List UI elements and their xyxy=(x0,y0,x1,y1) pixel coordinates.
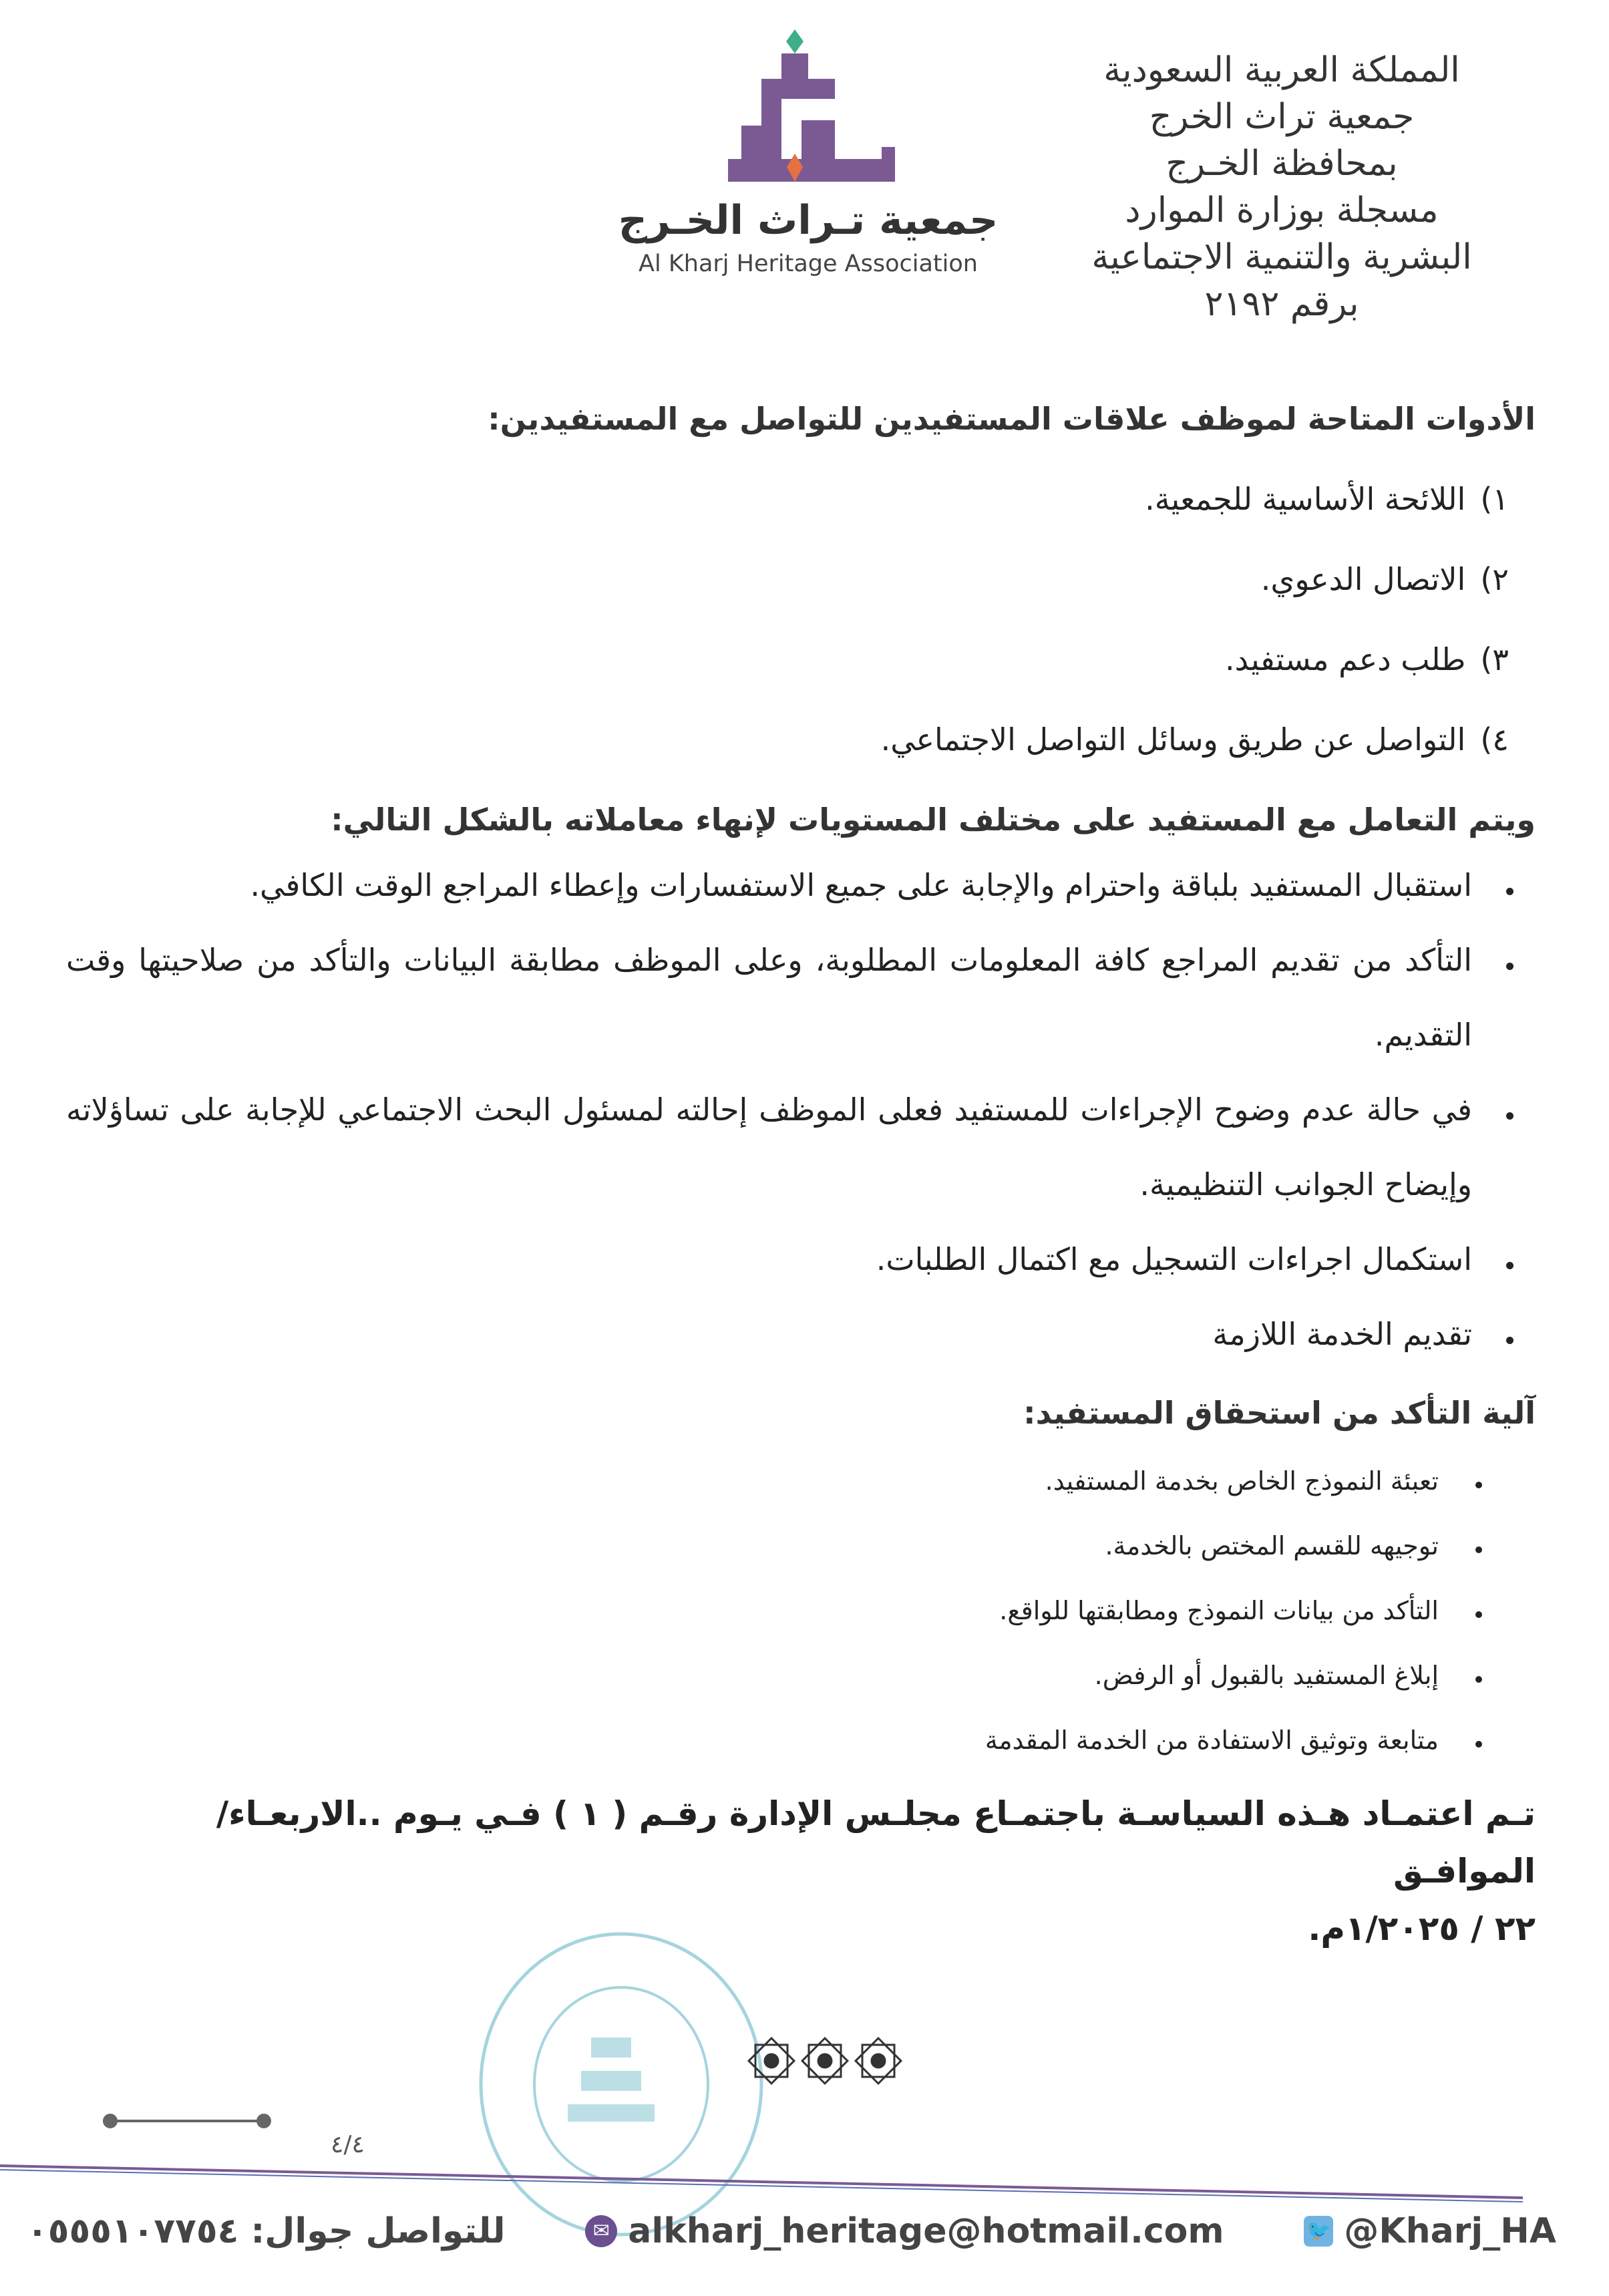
section-heading: ويتم التعامل مع المستفيد على مختلف المستويات لإنهاء معاملاته بالشكل التالي: xyxy=(331,802,1536,838)
bullet-icon xyxy=(1475,1741,1482,1748)
item-number: ٢) xyxy=(1480,561,1509,597)
email-icon: ✉ xyxy=(585,2215,617,2247)
bullet-item xyxy=(66,1072,1536,1222)
bullet-item xyxy=(66,1297,1536,1371)
bullet-text: متابعة وتوثيق الاستفادة من الخدمة المقدمة xyxy=(985,1726,1439,1755)
header-line: بمحافظة الخـرج xyxy=(1166,144,1398,184)
bullet-item xyxy=(66,1657,1536,1693)
list-item xyxy=(66,718,1509,761)
bullet-item xyxy=(66,1463,1536,1499)
header-line: جمعية تراث الخرج xyxy=(1149,97,1415,137)
approval-date: ٢٢ / ١/٢٠٢٥م. xyxy=(1308,1909,1536,1948)
bullet-icon xyxy=(1506,963,1513,970)
logo-name-english: Al Kharj Heritage Association xyxy=(639,251,978,277)
header-line: المملكة العربية السعودية xyxy=(1103,50,1460,90)
bullet-icon xyxy=(1475,1611,1482,1618)
bullet-icon xyxy=(1506,1337,1513,1344)
bullet-text: تعبئة النموذج الخاص بخدمة المستفيد. xyxy=(1045,1466,1439,1496)
bullet-icon xyxy=(1506,1112,1513,1120)
list-item xyxy=(66,558,1509,601)
list-item xyxy=(66,478,1509,520)
item-text: طلب دعم مستفيد. xyxy=(1225,641,1466,677)
item-number: ١) xyxy=(1480,481,1509,517)
footer-email-group xyxy=(585,2211,1224,2251)
bullet-text: استقبال المستفيد بلباقة واحترام والإجابة على جميع الاستفسارات وإعطاء المراجع الوقت الكافي. xyxy=(250,867,1472,903)
footer-twitter-group xyxy=(1304,2211,1556,2251)
bullet-icon xyxy=(1506,888,1513,895)
organization-header xyxy=(1021,47,1542,327)
bullet-icon xyxy=(1475,1676,1482,1683)
header-line: البشرية والتنمية الاجتماعية xyxy=(1091,237,1472,277)
item-text: التواصل عن طريق وسائل التواصل الاجتماعي. xyxy=(880,721,1466,758)
bullet-item xyxy=(66,923,1536,1072)
ornament-stars-icon xyxy=(745,2034,905,2088)
bullet-item xyxy=(66,1528,1536,1564)
bullet-item xyxy=(66,1222,1536,1297)
bullet-text: توجيهه للقسم المختص بالخدمة. xyxy=(1105,1531,1439,1561)
association-logo-icon xyxy=(701,27,908,187)
bullet-icon xyxy=(1475,1546,1482,1553)
divider-decoration xyxy=(100,2111,274,2131)
bullet-text: تقديم الخدمة اللازمة xyxy=(1212,1316,1472,1352)
section-heading: آلية التأكد من استحقاق المستفيد: xyxy=(1023,1395,1536,1431)
header-line: مسجلة بوزارة الموارد xyxy=(1125,190,1439,230)
logo-name-arabic: جمعية تـراث الخـرج xyxy=(618,197,999,244)
bullet-text: استكمال اجراءات التسجيل مع اكتمال الطلبات. xyxy=(876,1241,1472,1277)
header-line: برقم ٢١٩٢ xyxy=(1204,284,1359,324)
bullet-item xyxy=(66,1722,1536,1758)
footer-phone: للتواصل جوال: ٠٥٥٥١٠٧٧٥٤ xyxy=(27,2211,506,2251)
bullet-item xyxy=(66,848,1536,923)
footer-contact xyxy=(27,2204,1556,2258)
document-body xyxy=(66,397,1536,1957)
page-number: ٤/٤ xyxy=(331,2131,365,2158)
bullet-icon xyxy=(1475,1482,1482,1488)
item-number: ٣) xyxy=(1480,641,1509,677)
approval-statement: تـم اعتمـاد هـذه السياسـة باجتمـاع مجلـس الإدارة رقـم ( ١ ) فـي يـوم ..الاربعـاء/ الموافـق xyxy=(216,1794,1536,1891)
bullet-item xyxy=(66,1593,1536,1629)
item-text: الاتصال الدعوي. xyxy=(1260,561,1466,597)
bullet-text: إبلاغ المستفيد بالقبول أو الرفض. xyxy=(1094,1661,1439,1690)
footer-divider xyxy=(0,2158,1609,2211)
bullet-icon xyxy=(1506,1262,1513,1269)
bullet-text: التأكد من بيانات النموذج ومطابقتها للواقع. xyxy=(999,1596,1439,1625)
footer-twitter[interactable]: @Kharj_HA xyxy=(1344,2211,1556,2251)
section-heading: الأدوات المتاحة لموظف علاقات المستفيدين للتواصل مع المستفيدين: xyxy=(488,401,1536,437)
item-text: اللائحة الأساسية للجمعية. xyxy=(1145,481,1466,517)
footer-email[interactable]: alkharj_heritage@hotmail.com xyxy=(628,2211,1224,2251)
bullet-text: في حالة عدم وضوح الإجراءات للمستفيد فعلى الموظف إحالته لمسئول البحث الاجتماعي للإجابة على تساؤلاته وإيضاح الجوانب التنظيمية. xyxy=(66,1092,1472,1202)
item-number: ٤) xyxy=(1480,721,1509,758)
bullet-text: التأكد من تقديم المراجع كافة المعلومات المطلوبة، وعلى الموظف مطابقة البيانات والتأكد من صلاحيتها وقت التقديم. xyxy=(66,942,1472,1053)
list-item xyxy=(66,638,1509,681)
twitter-icon: 🐦 xyxy=(1304,2216,1333,2247)
